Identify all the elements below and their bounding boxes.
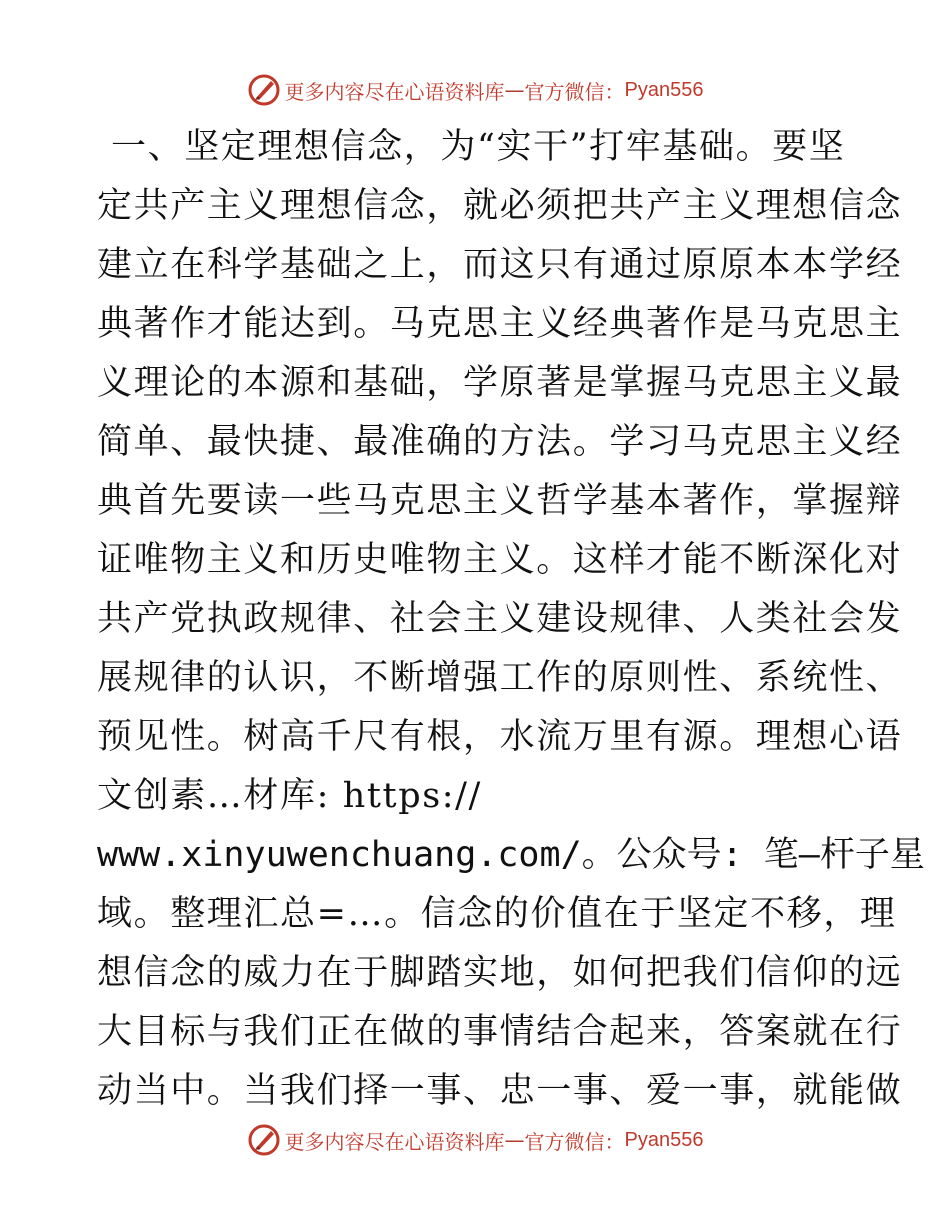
header-watermark-banner <box>0 70 950 110</box>
text-line: 简单、最快捷、最准确的方法。学习马克思主义经 <box>97 422 903 462</box>
text-line: 预见性。树高千尺有根，水流万里有源。理想心语 <box>97 717 903 757</box>
banner-wechat-id: Pyan556 <box>624 1128 704 1151</box>
banner-wechat-label: 官方微信： <box>524 79 625 104</box>
document-body <box>97 118 925 1121</box>
text-line: 典著作才能达到。马克思主义经典著作是马克思主 <box>97 304 903 344</box>
text-line: 一、坚定理想信念，为“实干”打牢基础。要坚 <box>111 127 846 167</box>
text-line: 域。整理汇总=…。信念的价值在于坚定不移，理 <box>97 894 897 934</box>
text-line: 展规律的认识，不断增强工作的原则性、系统性、 <box>97 658 903 698</box>
banner-separator: — <box>504 78 525 102</box>
footer-watermark-banner <box>0 1120 950 1160</box>
text-line: 大目标与我们正在做的事情结合起来，答案就在行 <box>97 1012 903 1052</box>
text-line-url: www.xinyuwenchuang.com/。公众号: 笔—杆子星 <box>97 835 925 875</box>
text-line: 文创素…材库: https:// <box>97 776 482 816</box>
text-line: 动当中。当我们择一事、忠一事、爱一事，就能做 <box>97 1071 903 1111</box>
text-line: 共产党执政规律、社会主义建设规律、人类社会发 <box>97 599 903 639</box>
quill-pen-logo-icon <box>247 73 281 107</box>
banner-site-text: 更多内容尽在心语资料库 <box>284 1129 505 1154</box>
text-line: 定共产主义理想信念，就必须把共产主义理想信念 <box>97 186 903 226</box>
text-line: 建立在科学基础之上，而这只有通过原原本本学经 <box>97 245 903 285</box>
banner-wechat-label: 官方微信： <box>524 1129 625 1154</box>
text-line: 典首先要读一些马克思主义哲学基本著作，掌握辩 <box>97 481 903 521</box>
text-line: 证唯物主义和历史唯物主义。这样才能不断深化对 <box>97 540 903 580</box>
banner-site-text: 更多内容尽在心语资料库 <box>284 79 505 104</box>
banner-wechat-id: Pyan556 <box>624 78 704 101</box>
banner-separator: — <box>504 1128 525 1152</box>
quill-pen-logo-icon <box>247 1123 281 1157</box>
text-line: 想信念的威力在于脚踏实地，如何把我们信仰的远 <box>97 953 903 993</box>
text-line: 义理论的本源和基础，学原著是掌握马克思主义最 <box>97 363 903 403</box>
